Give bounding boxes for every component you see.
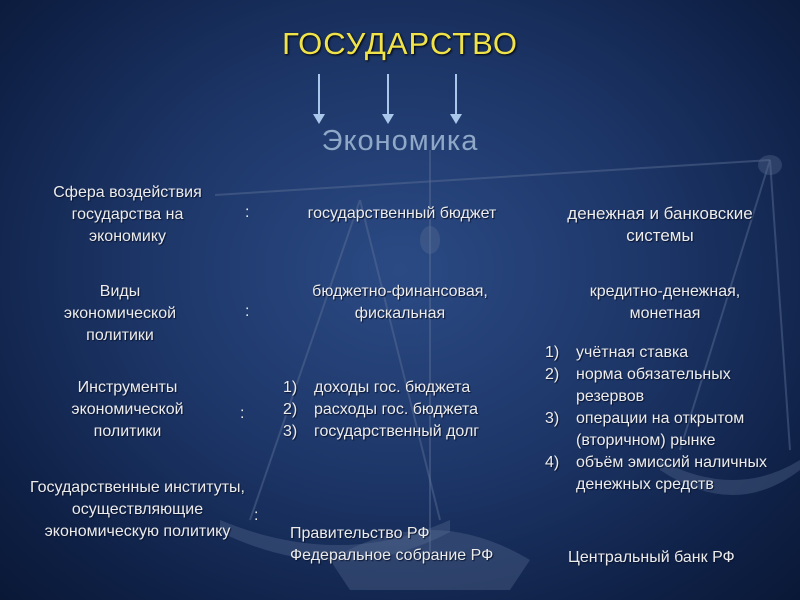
row-label-institutions: Государственные институты, осуществляющие экономическую политику: [30, 479, 245, 540]
list-item: 2) норма обязательных резервов: [545, 366, 731, 405]
row1-col1: государственный бюджет: [307, 205, 497, 222]
colon-separator: :: [245, 204, 250, 221]
row2-col1: бюджетно-финансовая, фискальная: [312, 283, 488, 322]
list-item: 4) объём эмиссий наличных денежных средств: [545, 454, 767, 493]
row4-col2: Центральный банк РФ: [568, 549, 735, 566]
row2-col2: кредитно-денежная, монетная: [589, 283, 741, 322]
colon-separator: :: [245, 303, 250, 320]
arrow-down-icon: [455, 74, 457, 116]
row1-col2: денежная и банковские системы: [567, 204, 753, 245]
list-item: 2) расходы гос. бюджета: [283, 401, 478, 418]
monetary-instruments-list: [545, 342, 780, 496]
page-title: ГОСУДАРСТВО: [282, 26, 518, 61]
arrow-down-icon: [318, 74, 320, 116]
arrow-down-icon: [387, 74, 389, 116]
institution-government: Правительство РФ: [290, 525, 430, 542]
row-label-instruments: Инструменты экономической политики: [71, 379, 184, 440]
colon-separator: :: [254, 507, 259, 524]
row-label-policy-types: Виды экономической политики: [63, 283, 177, 344]
list-item: 3) государственный долг: [283, 423, 480, 440]
row4-col1: [290, 523, 530, 567]
list-item: 1) учётная ставка: [545, 344, 689, 361]
fiscal-instruments-list: [283, 377, 523, 443]
row-label-sphere: Сфера воздействия государства на экономику: [53, 184, 202, 245]
list-item: 1) доходы гос. бюджета: [283, 379, 471, 396]
list-item: 3) операции на открытом (вторичном) рынке: [545, 410, 745, 449]
institution-federal-assembly: Федеральное собрание РФ: [290, 547, 494, 564]
colon-separator: :: [240, 405, 245, 422]
subtitle: Экономика: [321, 125, 479, 157]
